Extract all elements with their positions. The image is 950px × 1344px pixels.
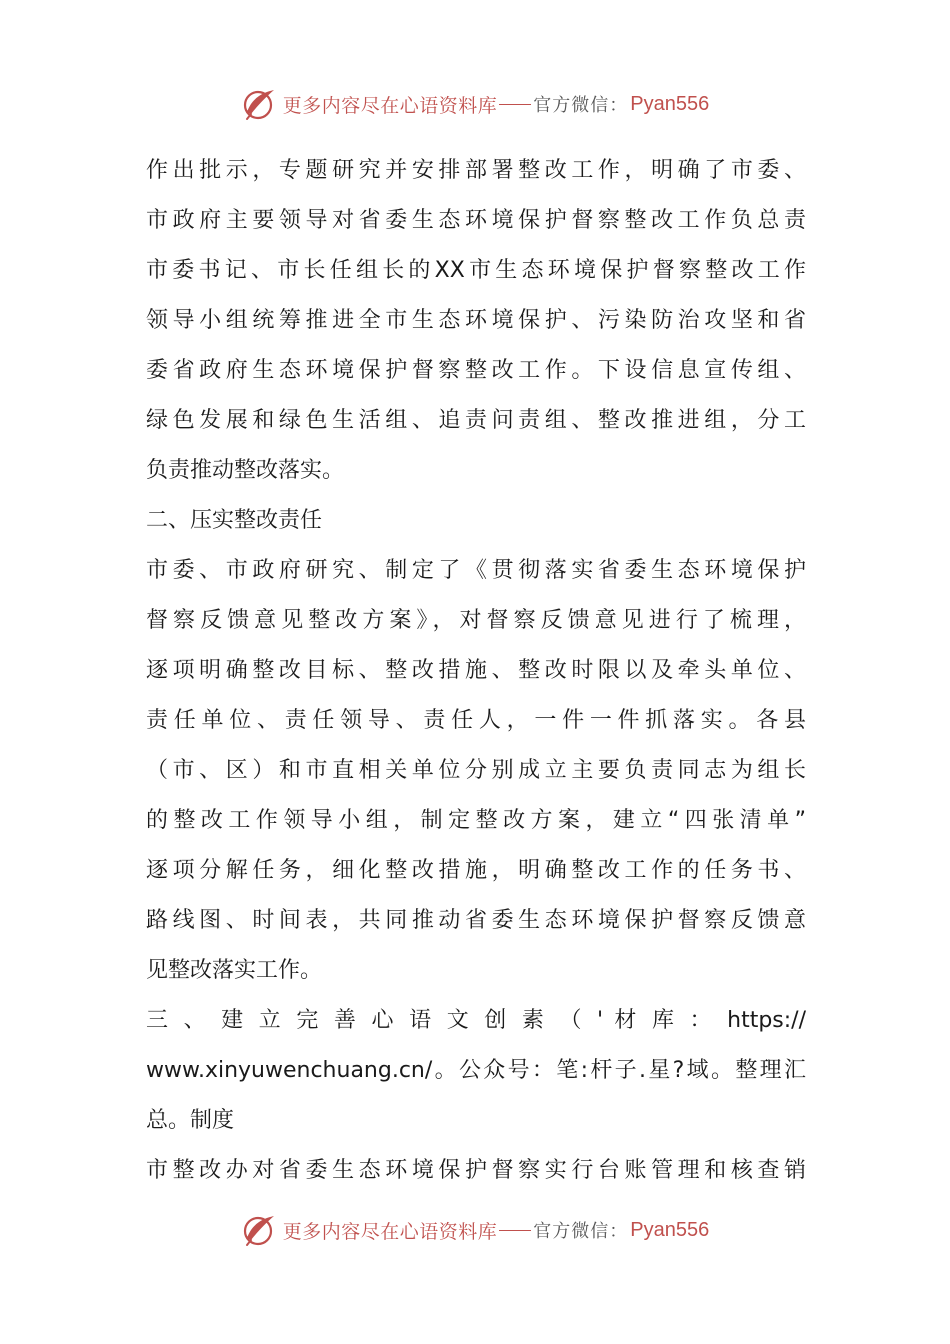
banner-text: 更多内容尽在心语资料库	[282, 1220, 498, 1243]
text-line: 市委书记、市长任组长的XX市生态环境保护督察整改工作	[146, 258, 806, 283]
text-line: 督察反馈意见整改方案》，对督察反馈意见进行了梳理，	[146, 608, 806, 633]
footer-banner	[0, 1208, 950, 1252]
text-line: 市政府主要领导对省委生态环境保护督察整改工作负总责	[146, 208, 806, 233]
text-line: 逐项分解任务，细化整改措施，明确整改工作的任务书、	[146, 858, 806, 883]
banner-wechat-id: Pyan556	[630, 1218, 710, 1241]
text-line: 路线图、时间表，共同推动省委生态环境保护督察反馈意	[146, 908, 806, 933]
pen-in-circle-icon	[241, 86, 277, 122]
section-heading: 二、压实整改责任	[146, 508, 323, 533]
text-line: （市、区）和市直相关单位分别成立主要负责同志为组长	[146, 758, 806, 783]
text-line: 的整改工作领导小组，制定整改方案，建立“四张清单”	[146, 808, 806, 833]
text-line: 市整改办对省委生态环境保护督察实行台账管理和核查销	[146, 1158, 806, 1183]
banner-official-label: 官方微信：	[533, 1221, 629, 1242]
banner-dash	[499, 1230, 531, 1231]
text-line: 负责推动整改落实。	[146, 458, 345, 483]
text-line: 逐项明确整改目标、整改措施、整改时限以及牵头单位、	[146, 658, 806, 683]
pen-in-circle-icon	[241, 1212, 277, 1248]
banner-text: 更多内容尽在心语资料库	[282, 94, 498, 117]
text-line: 委省政府生态环境保护督察整改工作。下设信息宣传组、	[146, 358, 806, 383]
banner-official-label: 官方微信：	[533, 95, 629, 116]
text-line: 总。制度	[146, 1108, 235, 1133]
text-line: 绿色发展和绿色生活组、追责问责组、整改推进组，分工	[146, 408, 806, 433]
text-line: 见整改落实工作。	[146, 958, 323, 983]
document-body	[146, 146, 806, 1196]
text-line: 市委、市政府研究、制定了《贯彻落实省委生态环境保护	[146, 558, 806, 583]
text-line: 责任单位、责任领导、责任人，一件一件抓落实。各县	[146, 708, 806, 733]
banner-dash	[499, 104, 531, 105]
text-line: www.xinyuwenchuang.cn/。公众号：笔:杆子.星?域。整理汇	[146, 1058, 806, 1083]
text-line: 作出批示，专题研究并安排部署整改工作，明确了市委、	[146, 158, 806, 183]
banner-wechat-id: Pyan556	[630, 92, 710, 115]
header-banner	[0, 82, 950, 126]
text-line: 领导小组统筹推进全市生态环境保护、污染防治攻坚和省	[146, 308, 806, 333]
section-heading: 三 、 建 立 完 善 心 语 文 创 素 （ ' 材 库 ： https://	[146, 1008, 806, 1033]
